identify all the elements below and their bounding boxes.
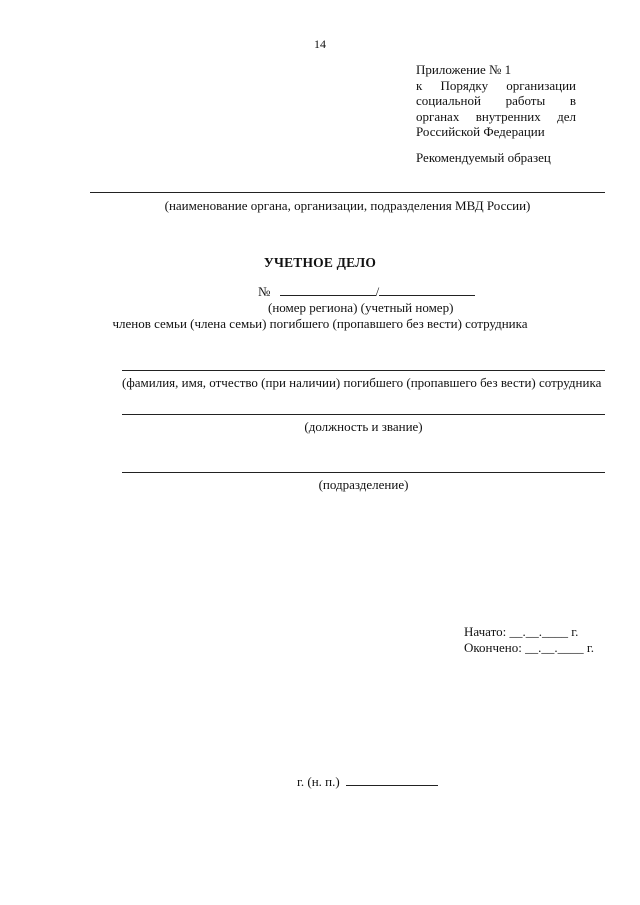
started-label: Начато: [464,624,507,639]
city-row [297,774,438,790]
fio-caption: (фамилия, имя, отчество (при наличии) погибшего (пропавшего без вести) сотрудника [122,375,602,390]
appendix-line-5: Российской Федерации [416,124,545,139]
number-sign: № [258,284,271,299]
finished-row [464,640,594,656]
position-caption: (должность и звание) [304,419,423,434]
unit-fill-line [122,472,605,473]
appendix-line-4: органах внутренних дел [416,108,576,124]
appendix-line-3: социальной работы в [416,93,576,108]
account-number-blank [379,284,475,296]
city-blank [346,774,438,786]
started-blank: __.__.____ [509,624,568,639]
position-fill-line [122,414,605,415]
appendix-block [416,62,576,140]
number-separator: / [375,284,380,299]
finished-label: Окончено: [464,640,522,655]
unit-caption: (подразделение) [318,477,409,492]
started-suffix: г. [571,624,579,639]
recommended-sample: Рекомендуемый образец [416,150,551,165]
appendix-line-2: к Порядку организации [416,77,576,93]
region-number-blank [280,284,376,296]
document-title: УЧЕТНОЕ ДЕЛО [263,255,377,270]
case-number-row [258,284,475,300]
organ-caption: (наименование органа, организации, подразделения МВД России) [164,198,531,213]
finished-blank: __.__.____ [525,640,584,655]
started-row [464,624,578,640]
city-label: г. (н. п.) [297,774,340,789]
organ-fill-line [90,192,605,193]
page-number: 14 [314,37,326,51]
finished-suffix: г. [586,640,595,655]
number-caption: (номер региона) (учетный номер) [268,300,454,315]
fio-fill-line [122,370,605,371]
family-line: членов семьи (члена семьи) погибшего (пропавшего без вести) сотрудника [112,316,528,331]
appendix-line-1: Приложение № 1 [416,62,512,77]
